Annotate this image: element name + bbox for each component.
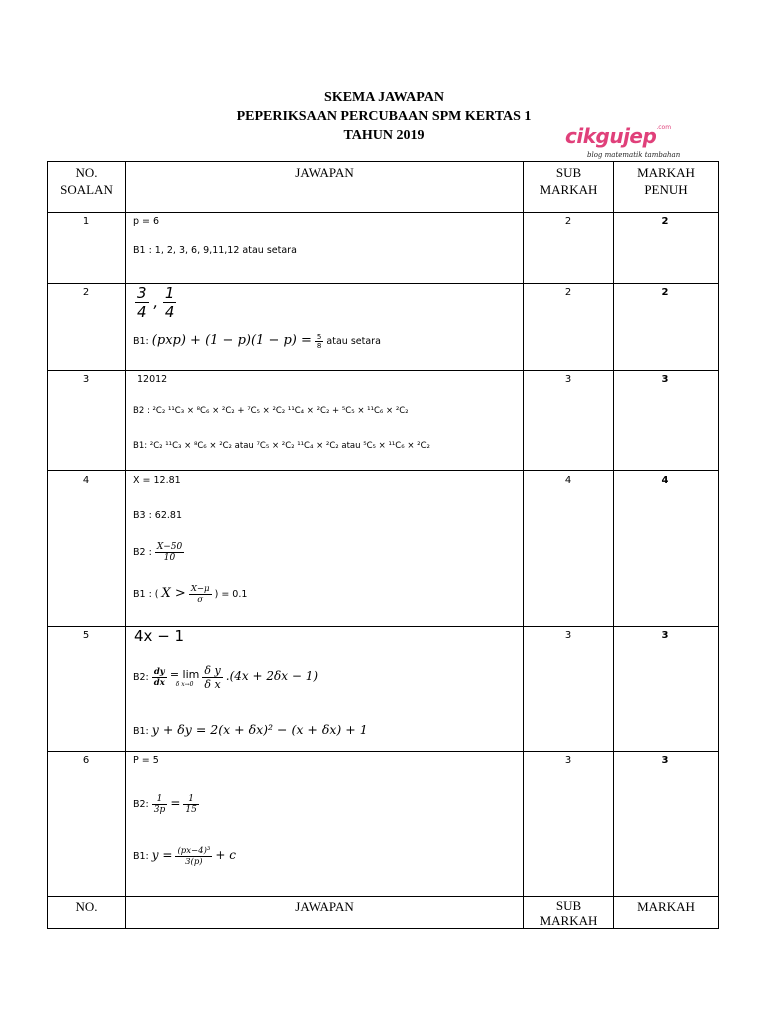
row6-answer: P = 5 — [133, 755, 159, 766]
row4-b2: B2 : $\frac{X-50}{10}$ — [133, 542, 183, 563]
row3-answer: 12012 — [137, 374, 168, 385]
row6-full: 3 — [661, 755, 669, 766]
header-jawapan: JAWAPAN — [295, 165, 354, 180]
row5-no: 5 — [82, 630, 90, 641]
row2-full: 2 — [661, 287, 669, 298]
row3-full: 3 — [661, 374, 669, 385]
row1-no: 1 — [82, 216, 90, 227]
header-no: NO. SOALAN — [60, 165, 113, 197]
row6-no: 6 — [82, 755, 90, 766]
row3-no: 3 — [82, 374, 90, 385]
row3-b2: B2 : ²C₂ ¹¹C₃ × ⁸C₆ × ²C₂ + ⁷C₅ × ²C₂ ¹¹C₄ × ²C₂ + ⁵C₅ × ¹¹C₆ × ²C₂ — [133, 406, 409, 416]
cikgujep-logo: cikgujep$^{.com}$ blog matematik tambahan — [565, 124, 681, 159]
row6-sub: 3 — [564, 755, 572, 766]
row2-answer: $\frac{3}{4}$ , $\frac{1}{4}$ — [137, 284, 175, 321]
doc-subtitle: PEPERIKSAAN PERCUBAAN SPM KERTAS 1 — [236, 109, 532, 124]
row1-full: 2 — [661, 216, 669, 227]
row4-no: 4 — [82, 475, 90, 486]
row5-b1: B1: y + δy = 2(x + δx)² − (x + δx) + 1 — [133, 722, 368, 737]
row1-answer: p = 6 — [133, 216, 160, 227]
footer-markah: MARKAH — [637, 899, 695, 914]
doc-year: TAHUN 2019 — [343, 128, 425, 143]
row4-sub: 4 — [564, 475, 572, 486]
row1-sub: 2 — [564, 216, 572, 227]
row4-answer: X = 12.81 — [133, 475, 181, 486]
row4-b1: B1 : ( X > $\frac{X-\mu}{\sigma}$ ) = 0.1 — [133, 584, 248, 605]
row1-b1: B1 : 1, 2, 3, 6, 9,11,12 atau setara — [133, 245, 297, 256]
header-markah-penuh: MARKAH PENUH — [637, 165, 695, 197]
footer-sub-markah: SUB MARKAH — [539, 898, 598, 928]
header-sub-markah: SUB MARKAH — [539, 165, 598, 197]
row3-sub: 3 — [564, 374, 572, 385]
row4-b3: B3 : 62.81 — [133, 510, 182, 521]
row2-b1: B1: (pxp) + (1 − p)(1 − p) = $\frac{5}{8}$ atau setara — [133, 333, 381, 350]
footer-no: NO. — [75, 899, 98, 914]
row2-sub: 2 — [564, 287, 572, 298]
row2-no: 2 — [82, 287, 90, 298]
row3-b1: B1: ²C₂ ¹¹C₃ × ⁸C₆ × ²C₂ atau ⁷C₅ × ²C₂ ¹¹C₄ × ²C₂ atau ⁵C₅ × ¹¹C₆ × ²C₂ — [133, 441, 430, 451]
row5-b2: B2: $\frac{dy}{dx}$ = lim δ x→0 $\frac{\text{δ y}}{\text{δ x}}$ .(4x + 2δx − 1) — [133, 664, 319, 691]
row6-b2: B2: $\frac{1}{3p}$ = $\frac{1}{15}$ — [133, 794, 197, 815]
row5-full: 3 — [661, 630, 669, 641]
row4-full: 4 — [661, 475, 669, 486]
row5-sub: 3 — [564, 630, 572, 641]
row5-answer: 4x − 1 — [134, 627, 185, 645]
footer-jawapan: JAWAPAN — [295, 899, 354, 914]
doc-title: SKEMA JAWAPAN — [324, 90, 444, 105]
row6-b1: B1: y = $\frac{\text{(px−4)³}}{3(p)}$ + c — [133, 846, 236, 867]
